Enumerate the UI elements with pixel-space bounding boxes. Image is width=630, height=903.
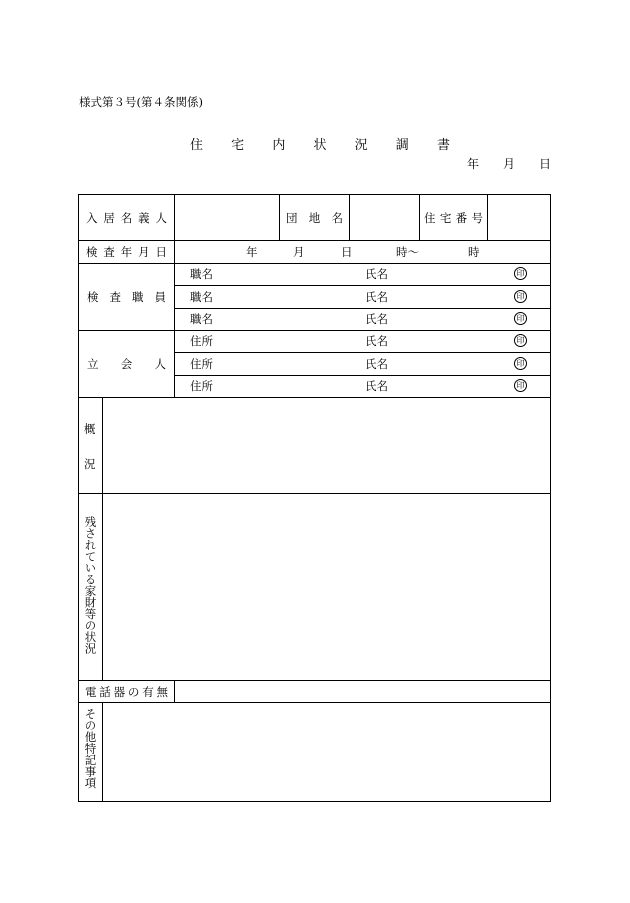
label-char: 団 [286, 210, 298, 225]
title-char: 書 [436, 138, 450, 153]
table-line [550, 194, 551, 802]
title-char: 況 [354, 138, 368, 153]
label-char: 検 [86, 245, 98, 259]
title-char: 宅 [231, 138, 245, 153]
unit-number-field[interactable] [488, 195, 550, 240]
label-char: 人 [154, 357, 166, 371]
date-year: 年 [467, 157, 480, 171]
inspection-date-label [79, 241, 174, 263]
label-char: 有 [142, 684, 154, 699]
title-char: 調 [395, 138, 409, 153]
label-char: 入 [86, 210, 98, 225]
label-char: 番 [455, 210, 468, 225]
seal-mark: 印 [514, 267, 527, 280]
table-line [174, 285, 551, 286]
inspection-year: 年 [246, 245, 258, 259]
belongings-field[interactable] [103, 494, 550, 680]
label-char: 月 [138, 245, 150, 259]
witness-address-label: 住所 [190, 334, 213, 348]
label-char: 号 [471, 210, 483, 225]
inspection-time-to: 時 [468, 245, 480, 259]
label-char: 立 [87, 357, 99, 371]
inspectors-label [79, 264, 174, 330]
label-char: 職 [132, 290, 144, 304]
overview-field[interactable] [103, 398, 550, 493]
label-char: 器 [113, 684, 126, 699]
complex-name-field[interactable] [350, 195, 419, 240]
label-char: の [127, 684, 140, 699]
label-char: 員 [154, 290, 166, 304]
label-char: 地 [308, 210, 321, 225]
label-char: 年 [120, 245, 133, 259]
witnesses-label [79, 331, 174, 397]
phone-label [79, 681, 174, 702]
date-month: 月 [502, 157, 515, 171]
phone-field[interactable] [175, 681, 550, 702]
label-char: 話 [99, 684, 111, 699]
label-char: 日 [155, 245, 167, 259]
inspector-title-label: 職名 [190, 290, 213, 304]
label-char: 人 [155, 210, 167, 225]
title-char: 状 [313, 138, 327, 153]
overview-label-char: 況 [84, 457, 96, 471]
inspection-form-table [78, 194, 551, 802]
table-line [174, 375, 551, 376]
label-char: 名 [120, 210, 133, 225]
date-day: 日 [538, 157, 551, 171]
table-line [174, 308, 551, 309]
inspector-title-label: 職名 [190, 267, 213, 281]
witness-address-label: 住所 [190, 379, 213, 393]
inspector-title-label: 職名 [190, 312, 213, 326]
label-char: 住 [424, 210, 436, 225]
overview-label-char: 概 [84, 422, 96, 436]
resident-label [79, 195, 174, 240]
belongings-label: 残されている家財等の状況 [83, 516, 98, 654]
inspector-name-label: 氏名 [365, 312, 388, 326]
document-title [190, 134, 450, 153]
unit-number-label [420, 195, 487, 240]
seal-mark: 印 [514, 334, 527, 347]
inspection-month: 月 [293, 245, 305, 259]
witness-name-label: 氏名 [365, 357, 388, 371]
other-remarks-field[interactable] [103, 703, 550, 801]
seal-mark: 印 [514, 290, 527, 303]
label-char: 電 [85, 684, 97, 699]
label-char: 居 [103, 210, 115, 225]
witness-name-label: 氏名 [365, 334, 388, 348]
inspector-name-label: 氏名 [365, 290, 388, 304]
table-line [174, 352, 551, 353]
title-char: 内 [272, 138, 286, 153]
label-char: 無 [156, 684, 168, 699]
table-line [78, 801, 551, 802]
witness-name-label: 氏名 [365, 379, 388, 393]
resident-name-field[interactable] [175, 195, 279, 240]
inspection-time-from: 時〜 [396, 245, 419, 259]
label-char: 会 [120, 357, 133, 371]
seal-mark: 印 [514, 312, 527, 325]
witness-address-label: 住所 [190, 357, 213, 371]
title-char: 住 [190, 138, 204, 153]
complex-label [280, 195, 349, 240]
seal-mark: 印 [514, 357, 527, 370]
document-date [467, 155, 551, 172]
label-char: 宅 [439, 210, 452, 225]
form-number: 様式第３号(第４条関係) [79, 95, 203, 109]
label-char: 査 [103, 245, 115, 259]
inspector-name-label: 氏名 [365, 267, 388, 281]
other-remarks-label: その他特記事項 [83, 708, 98, 789]
seal-mark: 印 [514, 379, 527, 392]
label-char: 名 [331, 210, 343, 225]
label-char: 義 [138, 210, 150, 225]
label-char: 検 [87, 290, 99, 304]
inspection-day: 日 [341, 245, 353, 259]
label-char: 査 [109, 290, 121, 304]
